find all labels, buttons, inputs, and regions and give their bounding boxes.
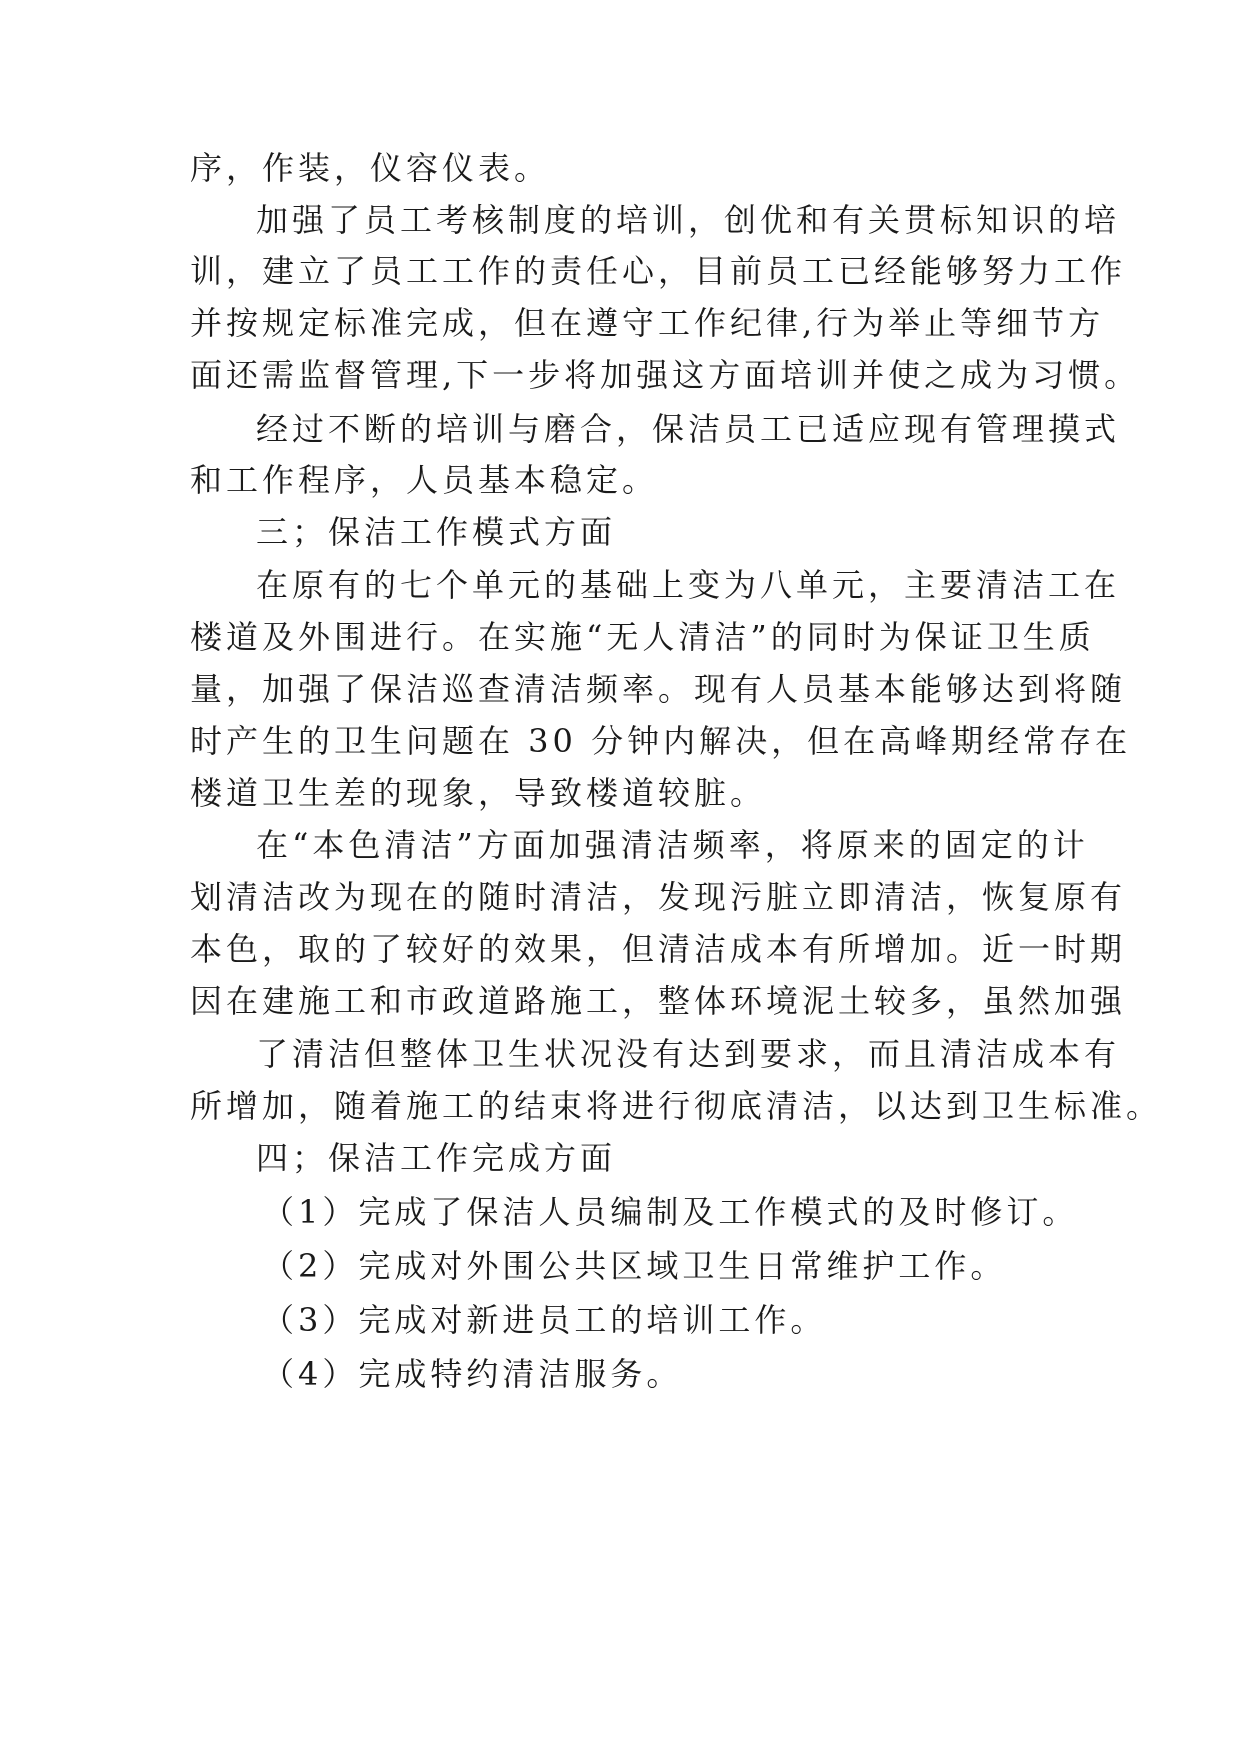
text-line: 楼道及外围进行。在实施“无人清洁”的同时为保证卫生质 — [190, 618, 1095, 656]
text-line: 经过不断的培训与磨合，保洁员工已适应现有管理摸式 — [256, 410, 1121, 448]
list-item: （4）完成特约清洁服务。 — [262, 1355, 683, 1393]
text-line: 在原有的七个单元的基础上变为八单元，主要清洁工在 — [256, 566, 1121, 604]
text-line: 训，建立了员工工作的责任心，目前员工已经能够努力工作 — [190, 252, 1127, 290]
text-line: 序，作装，仪容仪表。 — [190, 149, 551, 187]
text-line: 和工作程序，人员基本稳定。 — [190, 461, 659, 499]
section-heading: 四；保洁工作完成方面 — [256, 1139, 617, 1177]
text-line: 时产生的卫生问题在 30 分钟内解决，但在高峰期经常存在 — [190, 722, 1132, 760]
section-heading: 三；保洁工作模式方面 — [256, 513, 617, 551]
text-line: 加强了员工考核制度的培训，创优和有关贯标知识的培 — [256, 201, 1121, 239]
text-line: 量，加强了保洁巡查清洁频率。现有人员基本能够达到将随 — [190, 670, 1127, 708]
text-line: 了清洁但整体卫生状况没有达到要求，而且清洁成本有 — [256, 1035, 1121, 1073]
text-line: 在“本色清洁”方面加强清洁频率，将原来的固定的计 — [256, 826, 1089, 864]
list-item: （1）完成了保洁人员编制及工作模式的及时修订。 — [262, 1193, 1079, 1231]
text-line: 划清洁改为现在的随时清洁，发现污脏立即清洁，恢复原有 — [190, 878, 1127, 916]
text-line: 所增加，随着施工的结束将进行彻底清洁，以达到卫生标准。 — [190, 1087, 1163, 1125]
text-line: 因在建施工和市政道路施工，整体环境泥土较多，虽然加强 — [190, 982, 1127, 1020]
text-line: 本色，取的了较好的效果，但清洁成本有所增加。近一时期 — [190, 930, 1127, 968]
text-line: 面还需监督管理,下一步将加强这方面培训并使之成为习惯。 — [190, 356, 1141, 394]
text-line: 并按规定标准完成，但在遵守工作纪律,行为举止等细节方 — [190, 304, 1105, 342]
text-line: 楼道卫生差的现象，导致楼道较脏。 — [190, 774, 767, 812]
list-item: （2）完成对外围公共区域卫生日常维护工作。 — [262, 1247, 1007, 1285]
list-item: （3）完成对新进员工的培训工作。 — [262, 1301, 827, 1339]
